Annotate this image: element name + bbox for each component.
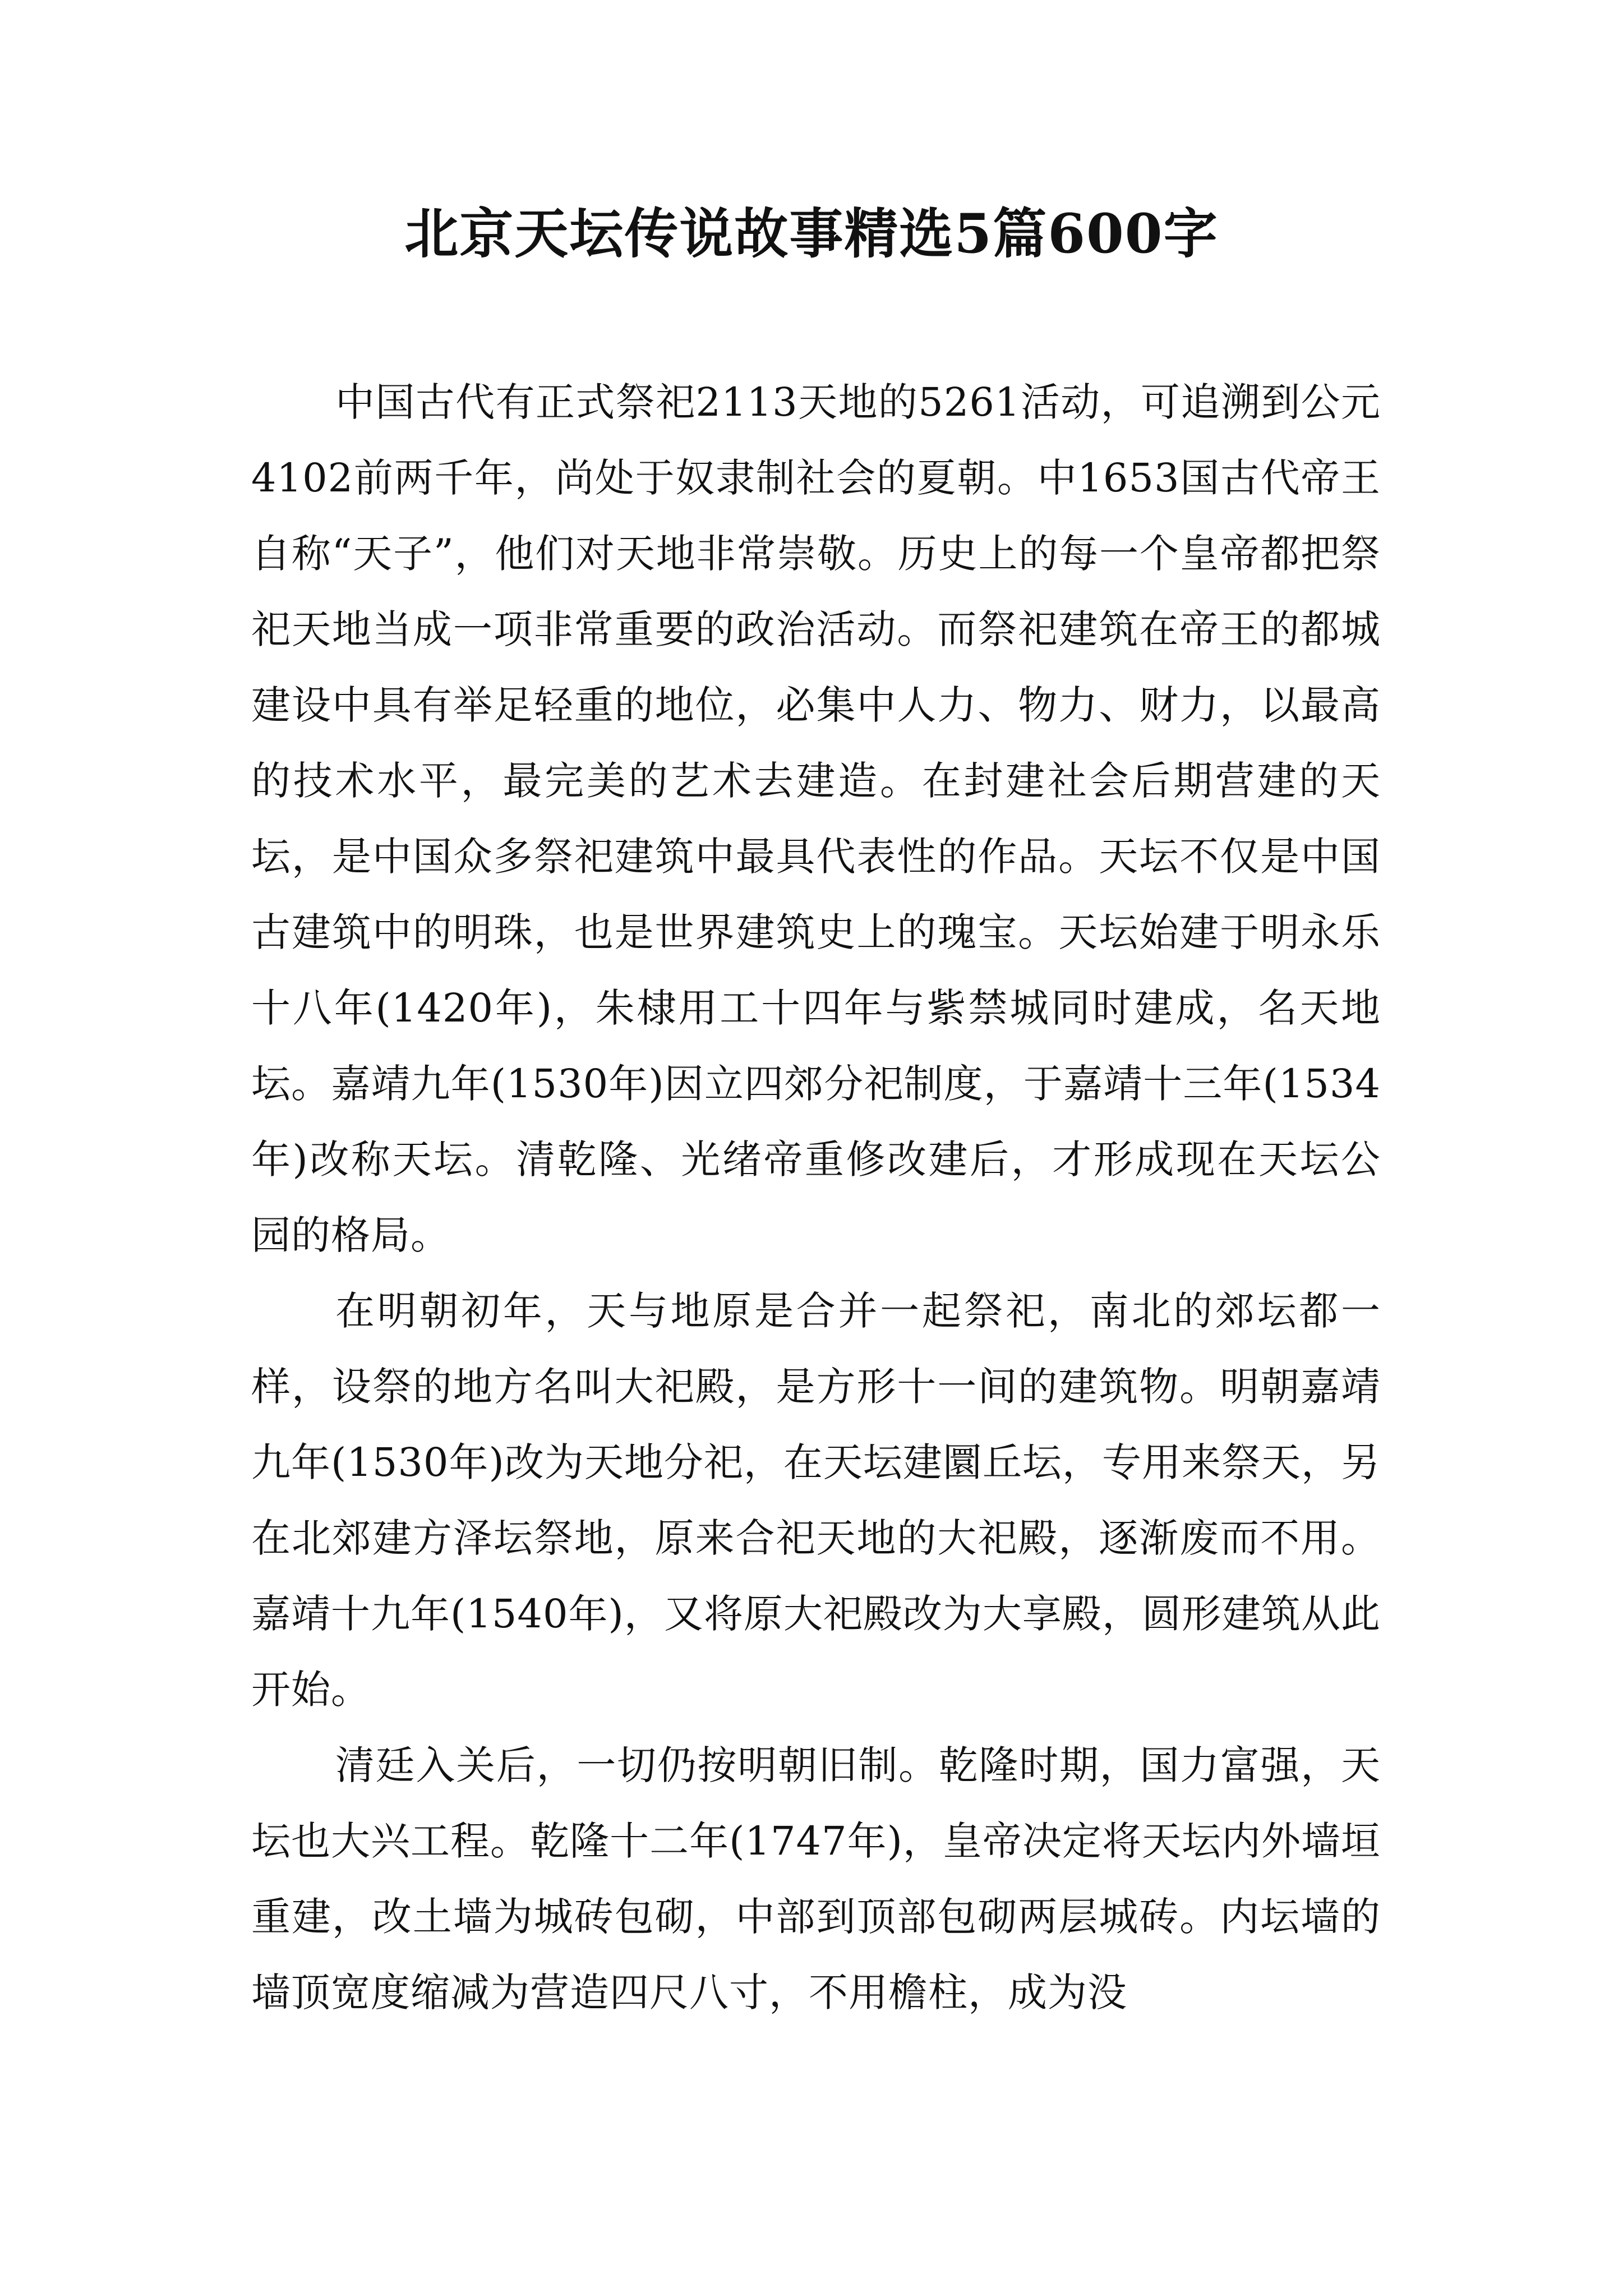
document-body bbox=[251, 365, 1381, 2031]
paragraph-1: 中国古代有正式祭祀2113天地的5261活动，可追溯到公元4102前两千年，尚处于奴隶制社会的夏朝。中1653国古代帝王自称“天子”，他们对天地非常崇敬。历史上的每一个皇帝都把祭祀天地当成一项非常重要的政治活动。而祭祀建筑在帝王的都城建设中具有举足轻重的地位，必集中人力、物力、财力，以最高的技术水平，最完美的艺术去建造。在封建社会后期营建的天坛，是中国众多祭祀建筑中最具代表性的作品。天坛不仅是中国古建筑中的明珠，也是世界建筑史上的瑰宝。天坛始建于明永乐十八年(1420年)，朱棣用工十四年与紫禁城同时建成，名天地坛。嘉靖九年(1530年)因立四郊分祀制度，于嘉靖十三年(1534年)改称天坛。清乾隆、光绪帝重修改建后，才形成现在天坛公园的格局。 bbox=[251, 379, 1381, 1258]
paragraph-2: 在明朝初年，天与地原是合并一起祭祀，南北的郊坛都一样，设祭的地方名叫大祀殿，是方形十一间的建筑物。明朝嘉靖九年(1530年)改为天地分祀，在天坛建圜丘坛，专用来祭天，另在北郊建方泽坛祭地，原来合祀天地的大祀殿，逐渐废而不用。嘉靖十九年(1540年)，又将原大祀殿改为大享殿，圆形建筑从此开始。 bbox=[251, 1288, 1381, 1713]
document-title: 北京天坛传说故事精选5篇600字 bbox=[404, 202, 1219, 265]
paragraph-3: 清廷入关后，一切仍按明朝旧制。乾隆时期，国力富强，天坛也大兴工程。乾隆十二年(1747年)，皇帝决定将天坛内外墙垣重建，改土墙为城砖包砌，中部到顶部包砌两层城砖。内坛墙的墙顶宽度缩减为营造四尺八寸，不用檐柱，成为没 bbox=[251, 1742, 1381, 2016]
